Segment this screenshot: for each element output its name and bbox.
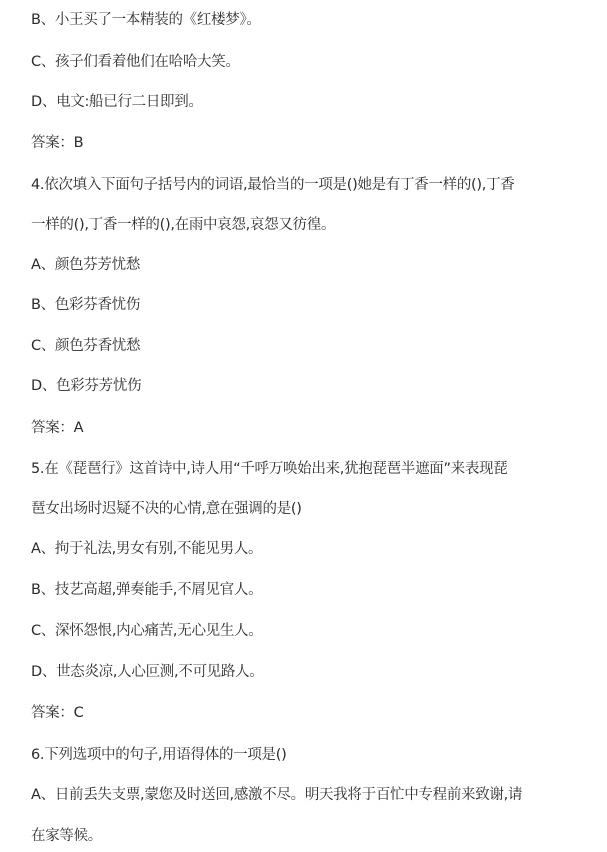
option-b-q4: B、色彩芬香忧伤 [31,297,141,313]
option-c-q4: C、颜色芬香忧愁 [31,338,141,354]
option-b-q5: B、技艺高超,弹奏能手,不屑见官人。 [31,582,263,598]
question-4-cont: 一样的(),丁香一样的(),在雨中哀怨,哀怨又彷徨。 [31,217,336,233]
option-c-q3: C、孩子们看着他们在哈哈大笑。 [31,54,240,70]
option-d-q3: D、电文:船已行二日即到。 [31,94,203,110]
option-c-q5: C、深怀怨恨,内心痛苦,无心见生人。 [31,623,263,639]
option-d-q4: D、色彩芬芳忧伤 [31,378,142,394]
option-a-q4: A、颜色芬芳忧愁 [31,257,141,273]
answer-q5: 答案：C [31,705,84,721]
question-4: 4.依次填入下面句子括号内的词语,最恰当的一项是()她是有丁香一样的(),丁香 [31,177,515,193]
option-d-q5: D、世态炎凉,人心叵测,不可见路人。 [31,664,264,680]
answer-q4: 答案：A [31,420,84,436]
question-5: 5.在《琵琶行》这首诗中,诗人用“千呼万唤始出来,犹抱琵琶半遮面”来表现琵 [31,461,508,477]
question-5-cont: 琶女出场时迟疑不决的心情,意在强调的是() [31,501,302,517]
option-b-q3: B、小王买了一本精装的《红楼梦》。 [31,12,261,28]
question-6: 6.下列选项中的句子,用语得体的一项是() [31,747,287,763]
option-a-q6: A、日前丢失支票,蒙您及时送回,感激不尽。明天我将于百忙中专程前来致谢,请 [31,787,523,803]
option-a-q5: A、拘于礼法,男女有别,不能见男人。 [31,541,263,557]
answer-q3: 答案：B [31,135,84,151]
option-a-q6-cont: 在家等候。 [31,828,102,844]
